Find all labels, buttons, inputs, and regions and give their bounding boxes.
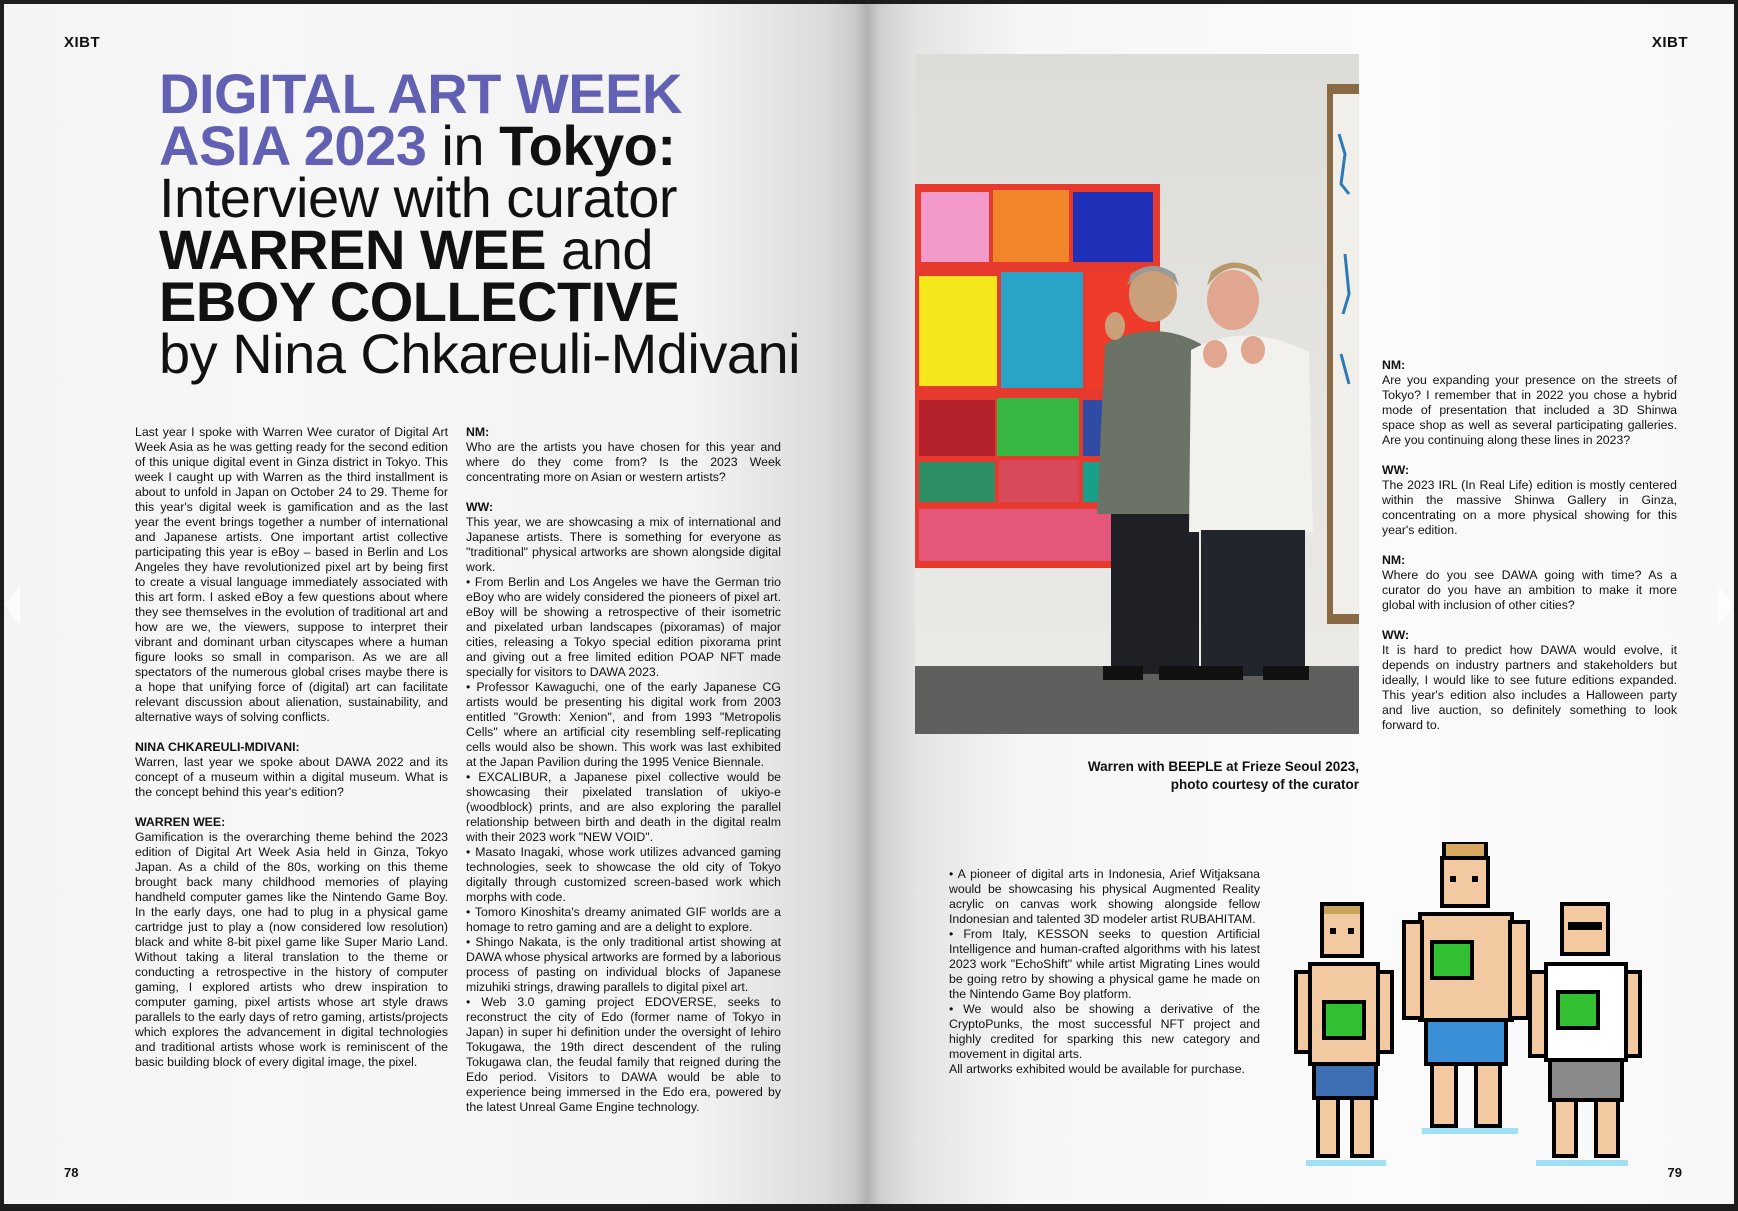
next-page-arrow-icon[interactable]	[1718, 585, 1734, 625]
answer-2	[466, 500, 781, 1115]
curator-photo	[915, 54, 1359, 734]
text-column-2	[466, 425, 781, 1115]
photo-caption-line-1: Warren with BEEPLE at Frieze Seoul 2023,	[1087, 759, 1359, 774]
answer-1	[135, 815, 448, 1070]
brand-logo-right: XIBT	[1651, 34, 1688, 51]
bullet-item: • Web 3.0 gaming project EDOVERSE, seeks to reconstruct the city of Edo (former name of Tokyo in Japan) in super hi definition under the oversight of Iehiro Tokugawa, the 19th direct descendent of the ruling Tokugawa clan, the feudal family that reigned during the Edo period. Visitors to DAWA would be able to experience being immersed in the Edo era, powered by the latest Unreal Game Engine technology.	[466, 995, 781, 1114]
bullet-item: • From Berlin and Los Angeles we have the German trio eBoy who are widely considered the pioneers of pixel art. eBoy will be showing a retrospective of their isometric and pixelated urban landscapes (pixoramas) of major cities, releasing a Tokyo special edition pixorama print and giving out a free limited edition POAP NFT made specially for visitors to DAWA 2023.	[466, 575, 781, 679]
bullet-item: • Masato Inagaki, whose work utilizes advanced gaming technologies, seek to showcase the old city of Tokyo digitally through customized screen-based work which morphs with code.	[466, 845, 781, 904]
headline-line-2-purple: ASIA 2023	[159, 114, 427, 177]
page-number-left: 78	[64, 1165, 79, 1180]
answer-text: Gamification is the overarching theme behind the 2023 edition of Digital Art Week Asia held in Ginza, Tokyo Japan. As a child of the 80s, working on this theme brought back many childhood memories of playing handheld computer games like the Nintendo Game Boy. In the early days, one had to plug in a physical game cartridge just to play a (now considered low resolution) black and white 8-bit pixel game like Super Mario Land. Without taking a literal translation to the theme or conducting a retrospective in the history of computer gaming, I explored artists who drew inspiration to computer gaming, pixel artists whose art style draws parallels to the early days of retro gaming, artists/projects which explores the advancement in digital technologies and traditional artists whose work is reminiscent of the basic building block of every digital image, the pixel.	[135, 830, 448, 1069]
speaker-label: WARREN WEE:	[135, 815, 226, 829]
bullet-item: • We would also be showing a derivative of the CryptoPunks, the most successful NFT project and highly credited for sparking this new category and movement in digital arts.	[949, 1002, 1260, 1061]
bullet-item: • Tomoro Kinoshita's dreamy animated GIF worlds are a homage to retro gaming and are a delight to explore.	[466, 905, 781, 934]
right-page	[867, 4, 1734, 1204]
question-text: Where do you see DAWA going with time? As a curator do you have an ambition to make it more global with inclusion of other cities?	[1382, 568, 1677, 612]
page-number-right: 79	[1667, 1165, 1682, 1180]
speaker-label: WW:	[1382, 628, 1410, 642]
speaker-label: NM:	[1382, 358, 1406, 372]
text-column-1	[135, 425, 448, 1070]
previous-page-arrow-icon[interactable]	[4, 585, 20, 625]
question-text: Are you expanding your presence on the streets of Tokyo? I remember that in 2022 you chose a hybrid mode of presentation that included a 3D Shinwa space shop as well as several participating galleries. Are you continuing along these lines in 2023?	[1382, 373, 1677, 447]
answer-4	[1382, 628, 1677, 733]
headline-line-5: EBOY COLLECTIVE	[159, 270, 680, 333]
speaker-label: NM:	[1382, 553, 1406, 567]
spine-shadow	[855, 4, 881, 1204]
text-column-3	[1382, 358, 1677, 733]
question-text: Warren, last year we spoke about DAWA 2022 and its concept of a museum within a digital museum. What is the concept behind this year's edition?	[135, 755, 448, 799]
answer-text: The 2023 IRL (In Real Life) edition is mostly centered within the massive Shinwa Gallery in Ginza, concentrating on a more physical showing for this year's edition.	[1382, 478, 1677, 537]
bullet-item: • EXCALIBUR, a Japanese pixel collective would be showcasing their pixelated translation of ukiyo-e (woodblock) prints, and are also exploring the parallel relationship between birth and death in the digital realm with their 2023 work "NEW VOID".	[466, 770, 781, 844]
headline-line-3: Interview with curator	[159, 166, 678, 229]
bullet-item: • Shingo Nakata, is the only traditional artist showing at DAWA whose physical artworks are formed by a laborious process of pasting on individual blocks of Japanese mizuhiki strings, drawing parallels to digital pixel art.	[466, 935, 781, 994]
question-4	[1382, 553, 1677, 613]
speaker-label: WW:	[1382, 463, 1410, 477]
speaker-label: NINA CHKAREULI-MDIVANI:	[135, 740, 300, 754]
headline-line-4-and: and	[546, 218, 653, 281]
speaker-label: NM:	[466, 425, 490, 439]
headline-byline: by Nina Chkareuli-Mdivani	[159, 322, 801, 385]
intro-paragraph: Last year I spoke with Warren Wee curator of Digital Art Week Asia as he was getting ready for the second edition of this unique digital event in Ginza district in Tokyo. This week I caught up with Warren as the third installment is about to unfold in Japan on October 24 to 29. Theme for this year's digital week is gamification and as the last year the event brings together a number of international and Japanese artists. One important artist collective participating this year is eBoy – based in Berlin and Los Angeles they have revolutionized pixel art by being first to create a visual language immediately associated with this art form. I asked eBoy a few questions about where they see themselves in the evolution of traditional art and how are we, the viewers, suppose to interpret their vibrant and dominant urban cityscapes where a human figure looks so small in comparison. As we are all spectators of the numerous global crises maybe there is a hope that unifying force of (digital) art can facilitate relevant discussion about alienation, sustainability, and alternative ways of solving conflicts.	[135, 425, 448, 724]
question-3	[1382, 358, 1677, 448]
bullet-item: All artworks exhibited would be available for purchase.	[949, 1062, 1245, 1076]
photo-caption-line-2: photo courtesy of the curator	[1170, 777, 1359, 792]
text-column-4	[949, 867, 1260, 1077]
article-headline	[159, 62, 801, 385]
answer-3	[1382, 463, 1677, 538]
question-1	[135, 740, 448, 800]
headline-line-2-in: in	[426, 114, 500, 177]
headline-line-4-name: WARREN WEE	[159, 218, 546, 281]
artist-bullets	[949, 867, 1260, 1077]
question-2	[466, 425, 781, 485]
answer-text: It is hard to predict how DAWA would evolve, it depends on industry partners and stakeholders but ideally, I would like to see future editions expanded. This year's edition also includes a Halloween party and live auction, so definitely something to look forward to.	[1382, 643, 1677, 732]
pixel-art-figures-illustration	[1292, 842, 1642, 1172]
brand-logo-left: XIBT	[64, 34, 101, 51]
bullet-item: • Professor Kawaguchi, one of the early Japanese CG artists would be presenting his digital work from 2003 entitled "Growth: Xenion", and from 1993 "Metropolis Cells" where an artificial city resembling self-replicating cells would also be shown. This work was last exhibited at the Japan Pavilion during the 1995 Venice Biennale.	[466, 680, 781, 769]
bullet-item: • From Italy, KESSON seeks to question Artificial Intelligence and human-crafted algorithms with his latest 2023 work "EchoShift" while artist Migrating Lines would be going retro by showing a physical game he made on the Nintendo Game Boy platform.	[949, 927, 1260, 1001]
answer-text: This year, we are showcasing a mix of international and Japanese artists. There is something for everyone as "traditional" physical artworks are shown alongside digital work.	[466, 515, 781, 574]
question-text: Who are the artists you have chosen for this year and where do they come from? Is the 2023 Week concentrating more on Asian or western artists?	[466, 440, 781, 484]
headline-line-1: DIGITAL ART WEEK	[159, 62, 682, 125]
speaker-label: WW:	[466, 500, 494, 514]
photo-caption	[947, 758, 1359, 794]
bullet-item: • A pioneer of digital arts in Indonesia, Arief Witjaksana would be showcasing his physical Augmented Reality acrylic on canvas work showing alongside fellow Indonesian and talented 3D modeler artist RUBAHITAM.	[949, 867, 1260, 926]
left-page	[4, 4, 867, 1204]
headline-line-2-tokyo: Tokyo:	[499, 114, 676, 177]
